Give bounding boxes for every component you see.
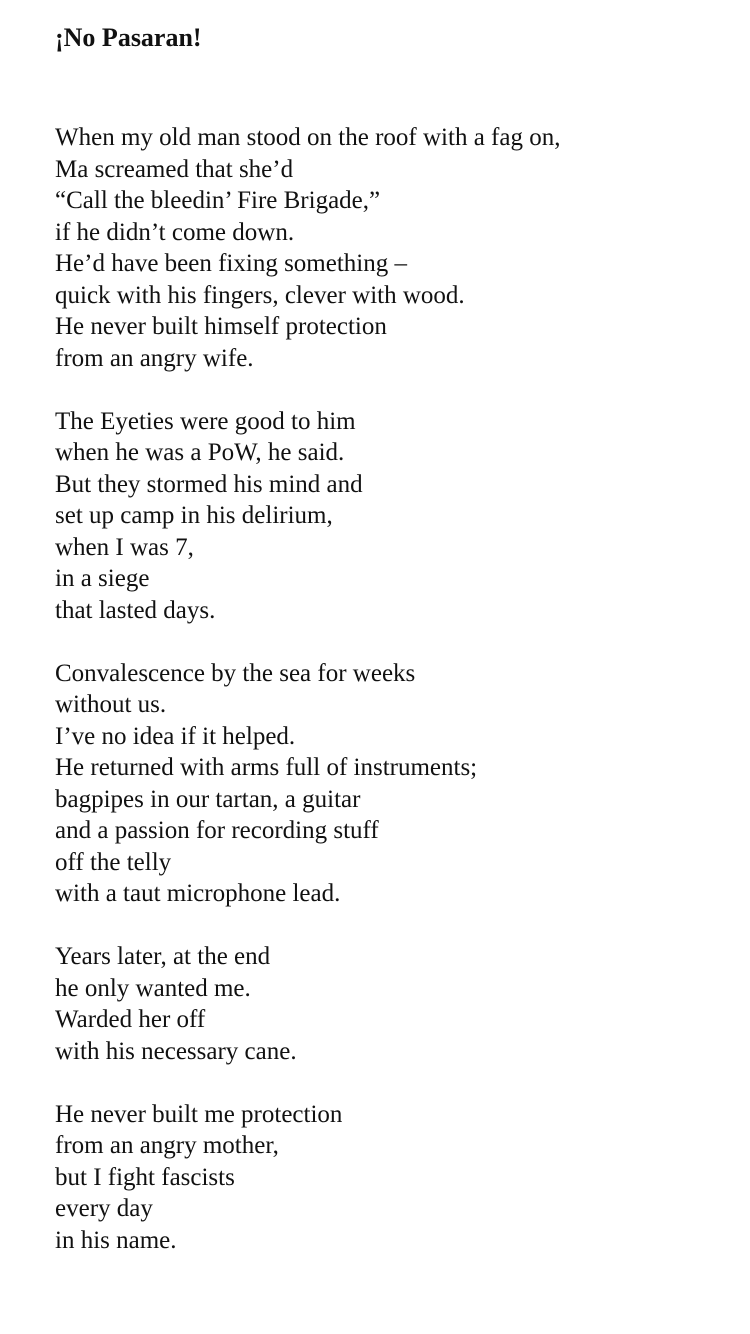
poem-line: He never built me protection xyxy=(55,1100,343,1128)
poem-line: with his necessary cane. xyxy=(55,1037,297,1065)
poem-line: When my old man stood on the roof with a fag on, xyxy=(55,124,561,151)
poem-line: bagpipes in our tartan, a guitar xyxy=(55,785,361,813)
poem-line: “Call the bleedin’ Fire Brigade,” xyxy=(55,187,381,214)
poem-line: and a passion for recording stuff xyxy=(55,817,379,844)
poem-line: that lasted days. xyxy=(55,596,216,624)
poem-line: He never built himself protection xyxy=(55,313,387,340)
poem-line: in a siege xyxy=(55,565,150,592)
poem-line: from an angry wife. xyxy=(55,344,254,372)
poem-line: But they stormed his mind and xyxy=(55,470,363,498)
poem-line: when he was a PoW, he said. xyxy=(55,439,345,466)
poem-line: Warded her off xyxy=(55,1006,206,1033)
document-page xyxy=(55,18,730,1288)
poem-line: I’ve no idea if it helped. xyxy=(55,722,296,750)
poem-line: if he didn’t come down. xyxy=(55,218,295,246)
poem-line: The Eyeties were good to him xyxy=(55,407,356,435)
poem-line: in his name. xyxy=(55,1226,177,1254)
stanza-5 xyxy=(55,1099,730,1257)
poem-line: he only wanted me. xyxy=(55,974,251,1002)
stanza-3 xyxy=(55,658,730,910)
poem-line: from an angry mother, xyxy=(55,1132,279,1159)
poem-body xyxy=(55,122,730,1256)
poem-line: every day xyxy=(55,1195,153,1222)
poem-line: He’d have been fixing something – xyxy=(55,250,407,277)
poem-line: Years later, at the end xyxy=(55,943,271,970)
poem-line: without us. xyxy=(55,691,167,718)
poem-line: but I fight fascists xyxy=(55,1163,235,1191)
poem-line: set up camp in his delirium, xyxy=(55,502,333,529)
poem-line: He returned with arms full of instruments; xyxy=(55,754,478,781)
poem-line: off the telly xyxy=(55,848,172,876)
poem-line: Convalescence by the sea for weeks xyxy=(55,659,416,687)
poem-line: quick with his fingers, clever with wood. xyxy=(55,281,465,309)
stanza-4 xyxy=(55,941,730,1067)
poem-line: Ma screamed that she’d xyxy=(55,155,294,183)
stanza-2 xyxy=(55,406,730,627)
stanza-1 xyxy=(55,122,730,374)
poem-line: when I was 7, xyxy=(55,533,194,561)
poem-title: ¡No Pasaran! xyxy=(55,23,202,52)
poem-line: with a taut microphone lead. xyxy=(55,880,341,907)
